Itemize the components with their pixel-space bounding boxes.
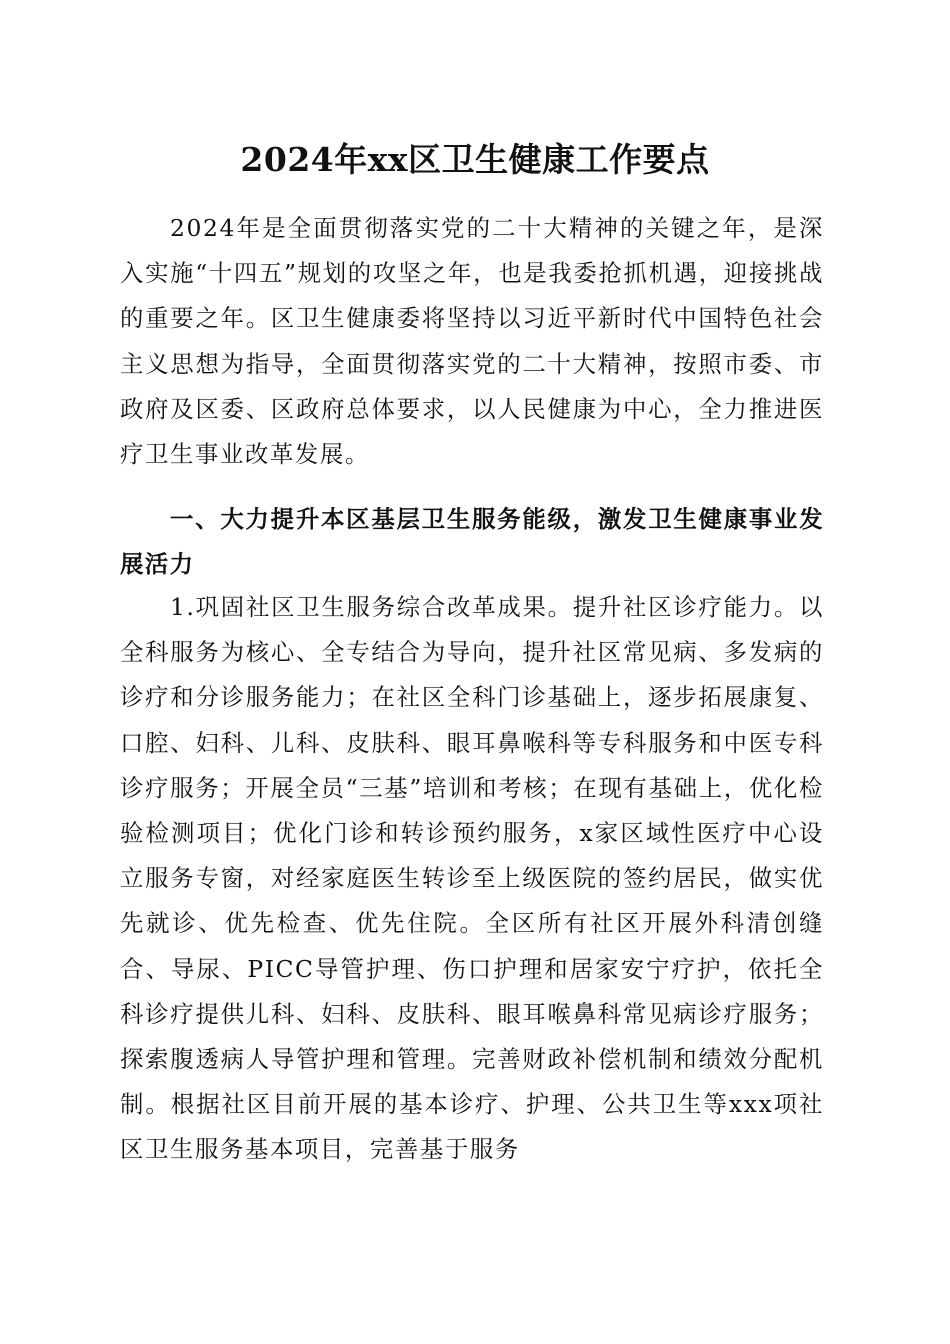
intro-paragraph: 2024年是全面贯彻落实党的二十大精神的关键之年，是深入实施“十四五”规划的攻坚之年，也是我委抢抓机遇，迎接挑战的重要之年。区卫生健康委将坚持以习近平新时代中国特色社会主义思想为指导，全面贯彻落实党的二十大精神，按照市委、市政府及区委、区政府总体要求，以人民健康为中心，全力推进医疗卫生事业改革发展。 [120,214,824,469]
document-title: 2024年xx区卫生健康工作要点 [240,140,710,179]
section-heading: 一、大力提升本区基层卫生服务能级，激发卫生健康事业发展活力 [120,505,824,579]
section-paragraph: 1.巩固社区卫生服务综合改革成果。提升社区诊疗能力。以全科服务为核心、全专结合为导向，提升社区常见病、多发病的诊疗和分诊服务能力；在社区全科门诊基础上，逐步拓展康复、口腔、妇科、儿科、皮肤科、眼耳鼻喉科等专科服务和中医专科诊疗服务；开展全员“三基”培训和考核；在现有基础上，优化检验检测项目；优化门诊和转诊预约服务，x家区域性医疗中心设立服务专窗，对经家庭医生转诊至上级医院的签约居民，做实优先就诊、优先检查、优先住院。全区所有社区开展外科清创缝合、导尿、PICC导管护理、伤口护理和居家安宁疗护，依托全科诊疗提供儿科、妇科、皮肤科、眼耳喉鼻科常见病诊疗服务；探索腹透病人导管护理和管理。完善财政补偿机制和绩效分配机制。根据社区目前开展的基本诊疗、护理、公共卫生等xxx项社区卫生服务基本项目，完善基于服务 [120,593,824,1164]
